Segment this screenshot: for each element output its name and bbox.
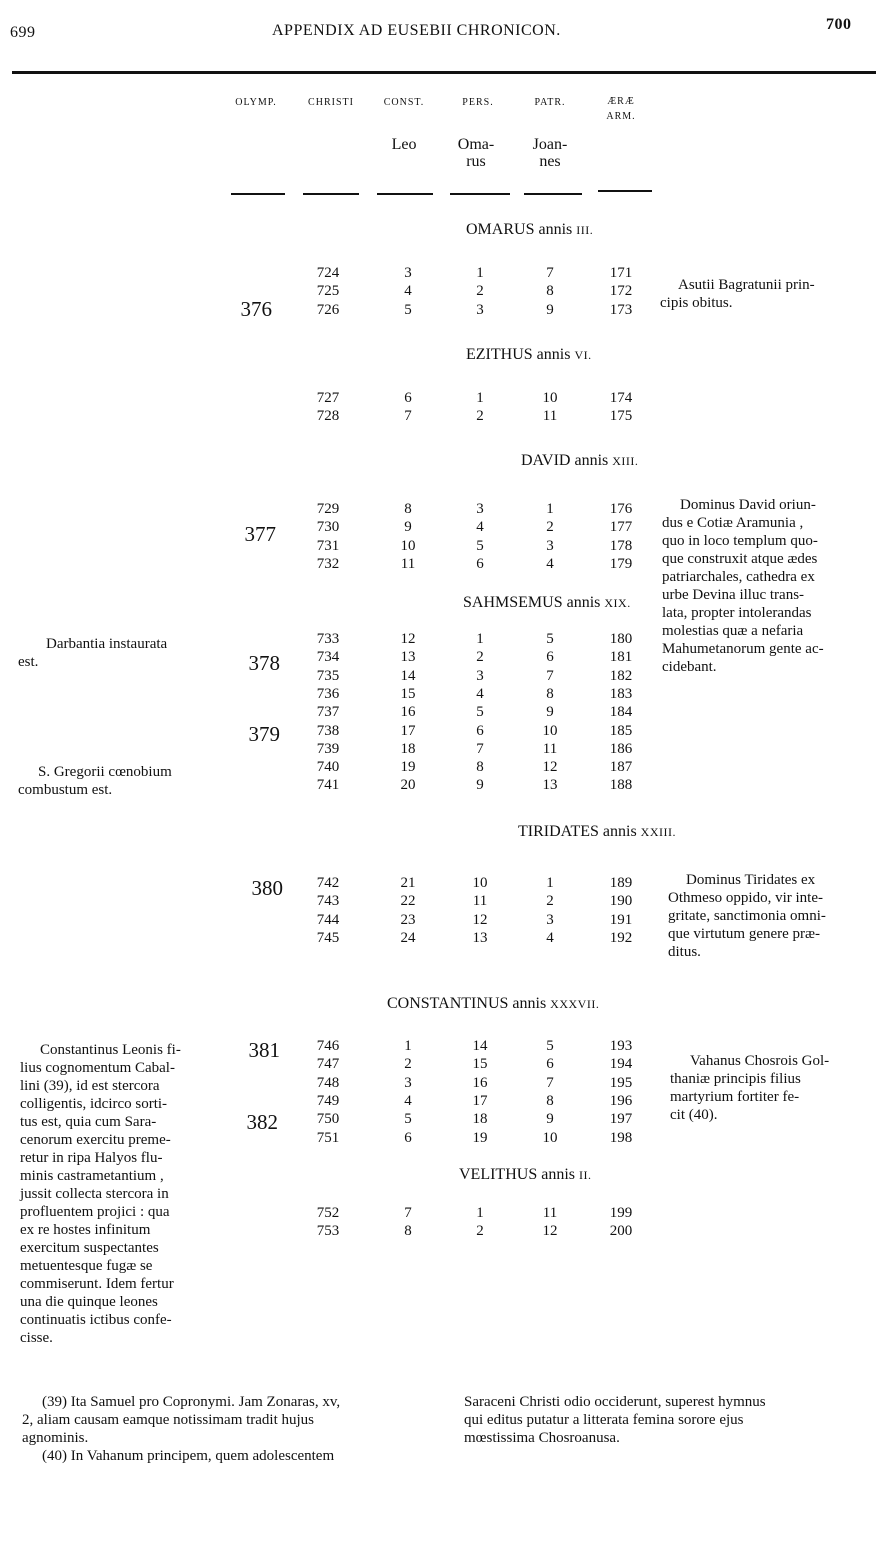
olympiad-number: 379 bbox=[248, 722, 280, 746]
patr-year: 1 bbox=[546, 875, 554, 891]
aerae-year: 194 bbox=[609, 1056, 633, 1073]
christi-year: 726 bbox=[316, 301, 340, 318]
patr-year: 8 bbox=[546, 283, 554, 300]
aerae-year: 192 bbox=[609, 929, 633, 946]
note-vahanus: Vahanus Chosrois Gol- thaniæ principis filius martyrium fortiter fe- cit (40). bbox=[670, 1053, 830, 1123]
olympiad-number: 380 bbox=[251, 876, 283, 900]
pers-year: 2 bbox=[476, 408, 484, 425]
footnotes-right: Saraceni Christi odio occiderunt, superest hymnus qui editus putatur a litterata femina sorore ejus mœstissima Chosroanusa. bbox=[464, 1394, 766, 1446]
christi-year: 737 bbox=[316, 704, 340, 721]
patr-year: 10 bbox=[542, 390, 558, 406]
christi-year: 738 bbox=[316, 722, 340, 739]
patr-year: 9 bbox=[546, 1111, 554, 1128]
const-year: 9 bbox=[404, 519, 412, 536]
column-separator bbox=[598, 190, 652, 192]
aerae-year: 198 bbox=[609, 1129, 633, 1146]
aerae-year: 200 bbox=[609, 1223, 633, 1240]
reign-heading-velithus: VELITHUS annis II. bbox=[459, 1166, 592, 1183]
patr-year: 7 bbox=[546, 265, 554, 281]
christi-year: 752 bbox=[316, 1205, 340, 1221]
aerae-year: 191 bbox=[609, 911, 633, 928]
pers-year: 5 bbox=[476, 537, 484, 554]
aerae-year: 181 bbox=[609, 649, 633, 666]
const-year: 16 bbox=[400, 704, 416, 721]
patr-year: 2 bbox=[546, 519, 554, 536]
column-sub-patr-2: nes bbox=[539, 153, 561, 170]
patr-year: 11 bbox=[542, 1205, 558, 1221]
pers-year: 2 bbox=[476, 649, 484, 666]
aerae-year: 180 bbox=[609, 631, 633, 647]
christi-year: 727 bbox=[316, 390, 340, 406]
pers-year: 1 bbox=[476, 265, 484, 281]
const-year: 6 bbox=[404, 1129, 412, 1146]
christi-year: 751 bbox=[316, 1129, 340, 1146]
const-year: 21 bbox=[400, 875, 416, 891]
const-year: 2 bbox=[404, 1056, 412, 1073]
christi-year: 739 bbox=[316, 740, 340, 757]
christi-year: 742 bbox=[316, 875, 340, 891]
pers-year: 6 bbox=[476, 722, 484, 739]
pers-year: 19 bbox=[472, 1129, 488, 1146]
column-sub-pers-2: rus bbox=[466, 153, 486, 170]
note-constantinus: Constantinus Leonis fi- lius cognomentum Cabal- lini (39), id est stercora colligentis, idcirco sorti- tus est, quia cum Sara- cenorum exercitu preme- retur in ripa Halyos flu- minis castrametantium , jussit collecta stercora in profluentem projici : qua ex re hostes infinitum exercitum suspectantes metuentesque fugæ se commiserunt. Idem fertur una die quinque leones continuatis ictibus confe- cisse. bbox=[20, 1042, 181, 1346]
christi-year: 750 bbox=[316, 1111, 340, 1128]
aerae-year: 184 bbox=[609, 704, 633, 721]
pers-year: 16 bbox=[472, 1074, 488, 1091]
const-year: 3 bbox=[404, 1074, 412, 1091]
pers-year: 1 bbox=[476, 1205, 484, 1221]
christi-year: 736 bbox=[316, 685, 340, 702]
note-gregorii: S. Gregorii cœnobium combustum est. bbox=[18, 764, 172, 798]
aerae-year: 177 bbox=[609, 519, 633, 536]
christi-year: 729 bbox=[316, 501, 340, 517]
aerae-year: 175 bbox=[609, 408, 633, 425]
page-number-left: 699 bbox=[10, 24, 36, 41]
olympiad-number: 376 bbox=[240, 297, 272, 321]
pers-year: 14 bbox=[472, 1038, 488, 1054]
const-year: 3 bbox=[404, 265, 412, 281]
pers-year: 11 bbox=[472, 893, 488, 910]
olympiad-number: 382 bbox=[246, 1110, 278, 1134]
christi-year: 730 bbox=[316, 519, 340, 536]
column-separator bbox=[303, 193, 359, 195]
note-tiridates: Dominus Tiridates ex Othmeso oppido, vir inte- gritate, sanctimonia omni- que virtutum genere præ- ditus. bbox=[668, 872, 826, 960]
const-year: 6 bbox=[404, 390, 412, 406]
christi-year: 741 bbox=[316, 777, 340, 794]
column-separator bbox=[231, 193, 285, 195]
page-number-right: 700 bbox=[826, 16, 852, 33]
pers-year: 3 bbox=[476, 301, 484, 318]
aerae-year: 193 bbox=[609, 1038, 633, 1054]
column-separator bbox=[524, 193, 582, 195]
const-year: 14 bbox=[400, 667, 416, 684]
reign-heading-ezithus: EZITHUS annis VI. bbox=[466, 346, 592, 363]
aerae-year: 195 bbox=[609, 1074, 633, 1091]
patr-year: 4 bbox=[546, 929, 554, 946]
patr-year: 3 bbox=[546, 537, 554, 554]
reign-heading-sahmsemus: SAHMSEMUS annis XIX. bbox=[463, 594, 631, 611]
const-year: 5 bbox=[404, 301, 412, 318]
pers-year: 6 bbox=[476, 555, 484, 572]
column-sub-const: Leo bbox=[391, 136, 417, 153]
const-year: 13 bbox=[400, 649, 416, 666]
pers-year: 7 bbox=[476, 740, 484, 757]
note-asutii: Asutii Bagratunii prin- cipis obitus. bbox=[660, 277, 815, 311]
christi-year: 749 bbox=[316, 1092, 340, 1109]
patr-year: 1 bbox=[546, 501, 554, 517]
aerae-year: 199 bbox=[609, 1205, 633, 1221]
pers-year: 18 bbox=[472, 1111, 488, 1128]
const-year: 11 bbox=[400, 555, 416, 572]
patr-year: 11 bbox=[542, 408, 558, 425]
pers-year: 8 bbox=[476, 759, 484, 776]
const-year: 4 bbox=[404, 283, 412, 300]
patr-year: 8 bbox=[546, 685, 554, 702]
const-year: 5 bbox=[404, 1111, 412, 1128]
aerae-year: 174 bbox=[609, 390, 633, 406]
pers-year: 3 bbox=[476, 501, 484, 517]
patr-year: 10 bbox=[542, 722, 558, 739]
pers-year: 12 bbox=[472, 911, 488, 928]
aerae-year: 172 bbox=[609, 283, 633, 300]
aerae-year: 189 bbox=[609, 875, 633, 891]
christi-year: 743 bbox=[316, 893, 340, 910]
christi-year: 740 bbox=[316, 759, 340, 776]
patr-year: 7 bbox=[546, 1074, 554, 1091]
olympiad-number: 378 bbox=[248, 651, 280, 675]
column-sub-pers-1: Oma- bbox=[457, 136, 495, 153]
reign-heading-constantinus: CONSTANTINUS annis XXXVII. bbox=[387, 995, 600, 1012]
pers-year: 13 bbox=[472, 929, 488, 946]
christi-year: 731 bbox=[316, 537, 340, 554]
aerae-year: 190 bbox=[609, 893, 633, 910]
pers-year: 17 bbox=[472, 1092, 488, 1109]
christi-year: 728 bbox=[316, 408, 340, 425]
pers-year: 2 bbox=[476, 1223, 484, 1240]
aerae-year: 178 bbox=[609, 537, 633, 554]
column-separator bbox=[450, 193, 510, 195]
const-year: 24 bbox=[400, 929, 416, 946]
aerae-year: 183 bbox=[609, 685, 633, 702]
const-year: 12 bbox=[400, 631, 416, 647]
note-david: Dominus David oriun- dus e Cotiæ Aramunia , quo in loco templum quo- que construxit atque ædes patriarchales, cathedra ex urbe Devina illuc trans- lata, propter intolerandas molestias quæ a nefaria Mahumetanorum gente ac- cidebant. bbox=[662, 497, 824, 675]
column-head-patr: PATR. bbox=[534, 97, 566, 108]
column-head-pers: PERS. bbox=[462, 97, 494, 108]
patr-year: 5 bbox=[546, 631, 554, 647]
patr-year: 9 bbox=[546, 704, 554, 721]
aerae-year: 182 bbox=[609, 667, 633, 684]
olympiad-number: 377 bbox=[244, 522, 276, 546]
const-year: 20 bbox=[400, 777, 416, 794]
pers-year: 1 bbox=[476, 390, 484, 406]
footnotes-left: (39) Ita Samuel pro Copronymi. Jam Zonaras, xv, 2, aliam causam eamque notissimam tradit hujus agnominis. (40) In Vahanum principem, quem adolescentem bbox=[22, 1394, 341, 1464]
column-head-christi: CHRISTI bbox=[308, 97, 354, 108]
christi-year: 733 bbox=[316, 631, 340, 647]
pers-year: 4 bbox=[476, 685, 484, 702]
reign-heading-tiridates: TIRIDATES annis XXIII. bbox=[518, 823, 676, 840]
column-separator bbox=[377, 193, 433, 195]
const-year: 15 bbox=[400, 685, 416, 702]
const-year: 19 bbox=[400, 759, 416, 776]
const-year: 18 bbox=[400, 740, 416, 757]
header-rule bbox=[12, 71, 876, 74]
christi-year: 744 bbox=[316, 911, 340, 928]
patr-year: 6 bbox=[546, 649, 554, 666]
pers-year: 1 bbox=[476, 631, 484, 647]
pers-year: 5 bbox=[476, 704, 484, 721]
pers-year: 4 bbox=[476, 519, 484, 536]
christi-year: 753 bbox=[316, 1223, 340, 1240]
christi-year: 725 bbox=[316, 283, 340, 300]
pers-year: 10 bbox=[472, 875, 488, 891]
patr-year: 5 bbox=[546, 1038, 554, 1054]
patr-year: 12 bbox=[542, 759, 558, 776]
column-sub-patr-1: Joan- bbox=[532, 136, 568, 153]
christi-year: 724 bbox=[316, 265, 340, 281]
reign-heading-david: DAVID annis XIII. bbox=[521, 452, 639, 469]
christi-year: 732 bbox=[316, 555, 340, 572]
const-year: 8 bbox=[404, 501, 412, 517]
reign-heading-omarus: OMARUS annis III. bbox=[466, 221, 594, 238]
christi-year: 747 bbox=[316, 1056, 340, 1073]
christi-year: 735 bbox=[316, 667, 340, 684]
pers-year: 15 bbox=[472, 1056, 488, 1073]
christi-year: 748 bbox=[316, 1074, 340, 1091]
aerae-year: 176 bbox=[609, 501, 633, 517]
const-year: 1 bbox=[404, 1038, 412, 1054]
olympiad-number: 381 bbox=[248, 1038, 280, 1062]
christi-year: 745 bbox=[316, 929, 340, 946]
patr-year: 7 bbox=[546, 667, 554, 684]
patr-year: 10 bbox=[542, 1129, 558, 1146]
pers-year: 3 bbox=[476, 667, 484, 684]
aerae-year: 188 bbox=[609, 777, 633, 794]
const-year: 8 bbox=[404, 1223, 412, 1240]
note-darbantia: Darbantia instaurata est. bbox=[18, 636, 168, 670]
const-year: 22 bbox=[400, 893, 416, 910]
const-year: 7 bbox=[404, 408, 412, 425]
aerae-year: 173 bbox=[609, 301, 633, 318]
aerae-year: 196 bbox=[609, 1092, 633, 1109]
column-head-aerae-arm: ÆRÆ ARM. bbox=[606, 96, 636, 122]
column-head-olymp: OLYMP. bbox=[235, 97, 277, 108]
pers-year: 9 bbox=[476, 777, 484, 794]
christi-year: 746 bbox=[316, 1038, 340, 1054]
patr-year: 9 bbox=[546, 301, 554, 318]
patr-year: 11 bbox=[542, 740, 558, 757]
const-year: 4 bbox=[404, 1092, 412, 1109]
christi-year: 734 bbox=[316, 649, 340, 666]
patr-year: 6 bbox=[546, 1056, 554, 1073]
aerae-year: 186 bbox=[609, 740, 633, 757]
patr-year: 13 bbox=[542, 777, 558, 794]
patr-year: 4 bbox=[546, 555, 554, 572]
const-year: 10 bbox=[400, 537, 416, 554]
const-year: 17 bbox=[400, 722, 416, 739]
pers-year: 2 bbox=[476, 283, 484, 300]
patr-year: 8 bbox=[546, 1092, 554, 1109]
page-title: APPENDIX AD EUSEBII CHRONICON. bbox=[272, 22, 561, 39]
column-head-const: CONST. bbox=[383, 97, 425, 108]
aerae-year: 197 bbox=[609, 1111, 633, 1128]
aerae-year: 185 bbox=[609, 722, 633, 739]
aerae-year: 179 bbox=[609, 555, 633, 572]
patr-year: 2 bbox=[546, 893, 554, 910]
aerae-year: 187 bbox=[609, 759, 633, 776]
const-year: 7 bbox=[404, 1205, 412, 1221]
patr-year: 12 bbox=[542, 1223, 558, 1240]
const-year: 23 bbox=[400, 911, 416, 928]
patr-year: 3 bbox=[546, 911, 554, 928]
aerae-year: 171 bbox=[609, 265, 633, 281]
